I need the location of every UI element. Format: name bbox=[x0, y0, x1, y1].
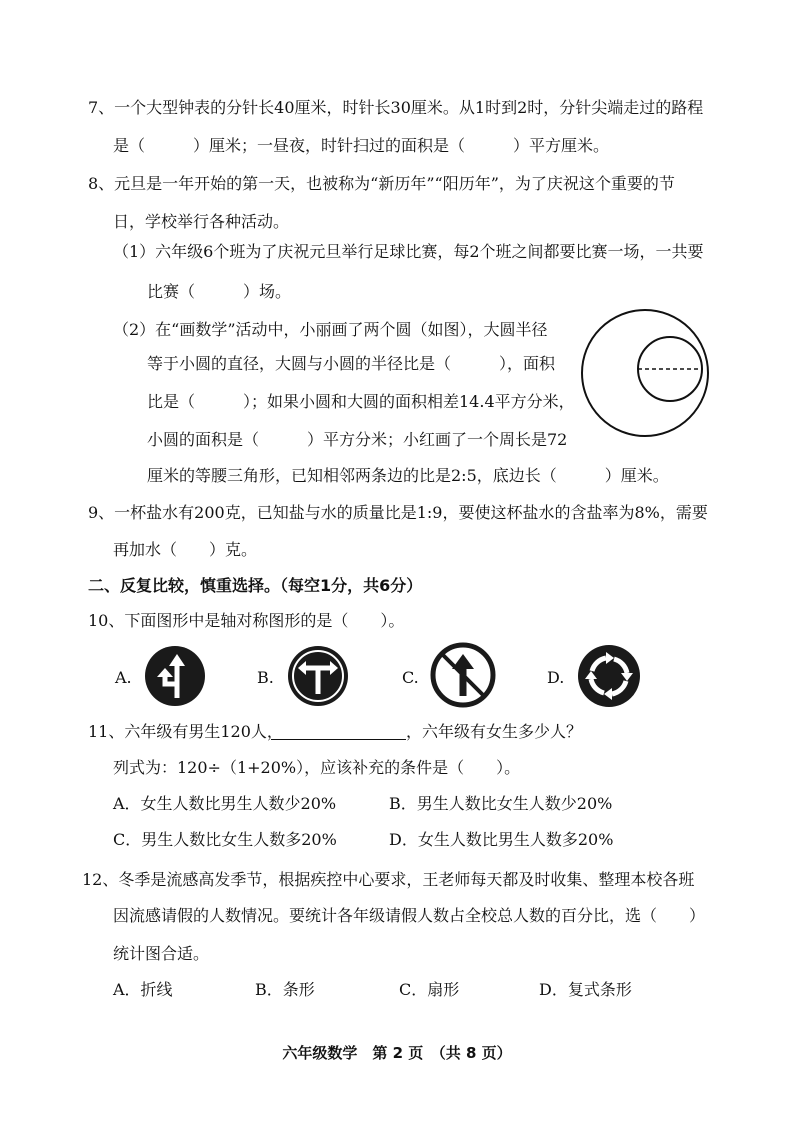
q12-option-d: D．复式条形 bbox=[539, 980, 632, 999]
q10-option-b-label: B. bbox=[257, 668, 274, 687]
q7-line2: 是（ ）厘米；一昼夜，时针扫过的面积是（ ）平方厘米。 bbox=[113, 136, 610, 155]
q8-line1: 8、元旦是一年开始的第一天，也被称为“新历年”“阳历年”，为了庆祝这个重要的节 bbox=[88, 174, 675, 193]
q11-answer-blank bbox=[271, 739, 406, 740]
no-straight-sign-icon bbox=[430, 642, 496, 708]
turn-arrow-sign-icon bbox=[143, 644, 207, 708]
q11-option-d: D．女生人数比男生人数多20% bbox=[389, 830, 614, 849]
q8-part1-line1: （1）六年级6个班为了庆祝元旦举行足球比赛，每2个班之间都要比赛一场，一共要 bbox=[113, 242, 704, 261]
q8-part2-line3: 比是（ ）；如果小圆和大圆的面积相差14.4平方分米， bbox=[147, 392, 575, 411]
q11-option-b: B．男生人数比女生人数少20% bbox=[389, 794, 613, 813]
q10-option-a-label: A. bbox=[115, 668, 132, 687]
q11-line1-end: ，六年级有女生多少人？ bbox=[406, 722, 583, 741]
q8-part2-line2: 等于小圆的直径，大圆与小圆的半径比是（ ），面积 bbox=[147, 354, 556, 373]
q10-option-d-label: D. bbox=[547, 668, 565, 687]
q9-line2: 再加水（ ）克。 bbox=[113, 540, 258, 559]
q11-line1-start: 11、六年级有男生120人， bbox=[88, 722, 283, 741]
q10-stem: 10、下面图形中是轴对称图形的是（ ）。 bbox=[88, 611, 405, 630]
q8-part2-line1: （2）在“画数学”活动中，小丽画了两个圆（如图），大圆半径 bbox=[113, 320, 548, 339]
q12-line1: 12、冬季是流感高发季节，根据疾控中心要求，王老师每天都及时收集、整理本校各班 bbox=[82, 870, 695, 889]
q8-part2-line5: 厘米的等腰三角形，已知相邻两条边的比是2:5，底边长（ ）厘米。 bbox=[147, 466, 669, 485]
q11-option-c: C．男生人数比女生人数多20% bbox=[113, 830, 337, 849]
q12-option-c: C．扇形 bbox=[399, 980, 460, 999]
q12-option-b: B．条形 bbox=[255, 980, 315, 999]
q12-line3: 统计图合适。 bbox=[113, 944, 210, 963]
two-circles-figure bbox=[578, 306, 712, 440]
page-footer: 六年级数学 第 2 页 （共 8 页） bbox=[282, 1044, 512, 1062]
fork-arrow-sign-icon bbox=[286, 644, 350, 708]
q10-option-c-label: C. bbox=[402, 668, 419, 687]
q8-part2-line4: 小圆的面积是（ ）平方分米；小红画了一个周长是72 bbox=[147, 430, 568, 449]
section-title: 二、反复比较，慎重选择。（每空1分，共6分） bbox=[88, 576, 423, 595]
roundabout-sign-icon bbox=[576, 643, 642, 709]
q8-part1-line2: 比赛（ ）场。 bbox=[147, 282, 292, 301]
q12-option-a: A．折线 bbox=[113, 980, 173, 999]
q9-line1: 9、一杯盐水有200克，已知盐与水的质量比是1:9，要使这杯盐水的含盐率为8%，需要 bbox=[88, 503, 708, 522]
q8-line2: 日，学校举行各种活动。 bbox=[113, 212, 290, 231]
q12-line2: 因流感请假的人数情况。要统计各年级请假人数占全校总人数的百分比，选（ ） bbox=[113, 906, 706, 925]
q11-line2: 列式为：120÷（1+20%），应该补充的条件是（ ）。 bbox=[113, 758, 521, 777]
q11-option-a: A．女生人数比男生人数少20% bbox=[113, 794, 337, 813]
q7-line1: 7、一个大型钟表的分针长40厘米，时针长30厘米。从1时到2时，分针尖端走过的路程 bbox=[88, 98, 704, 117]
